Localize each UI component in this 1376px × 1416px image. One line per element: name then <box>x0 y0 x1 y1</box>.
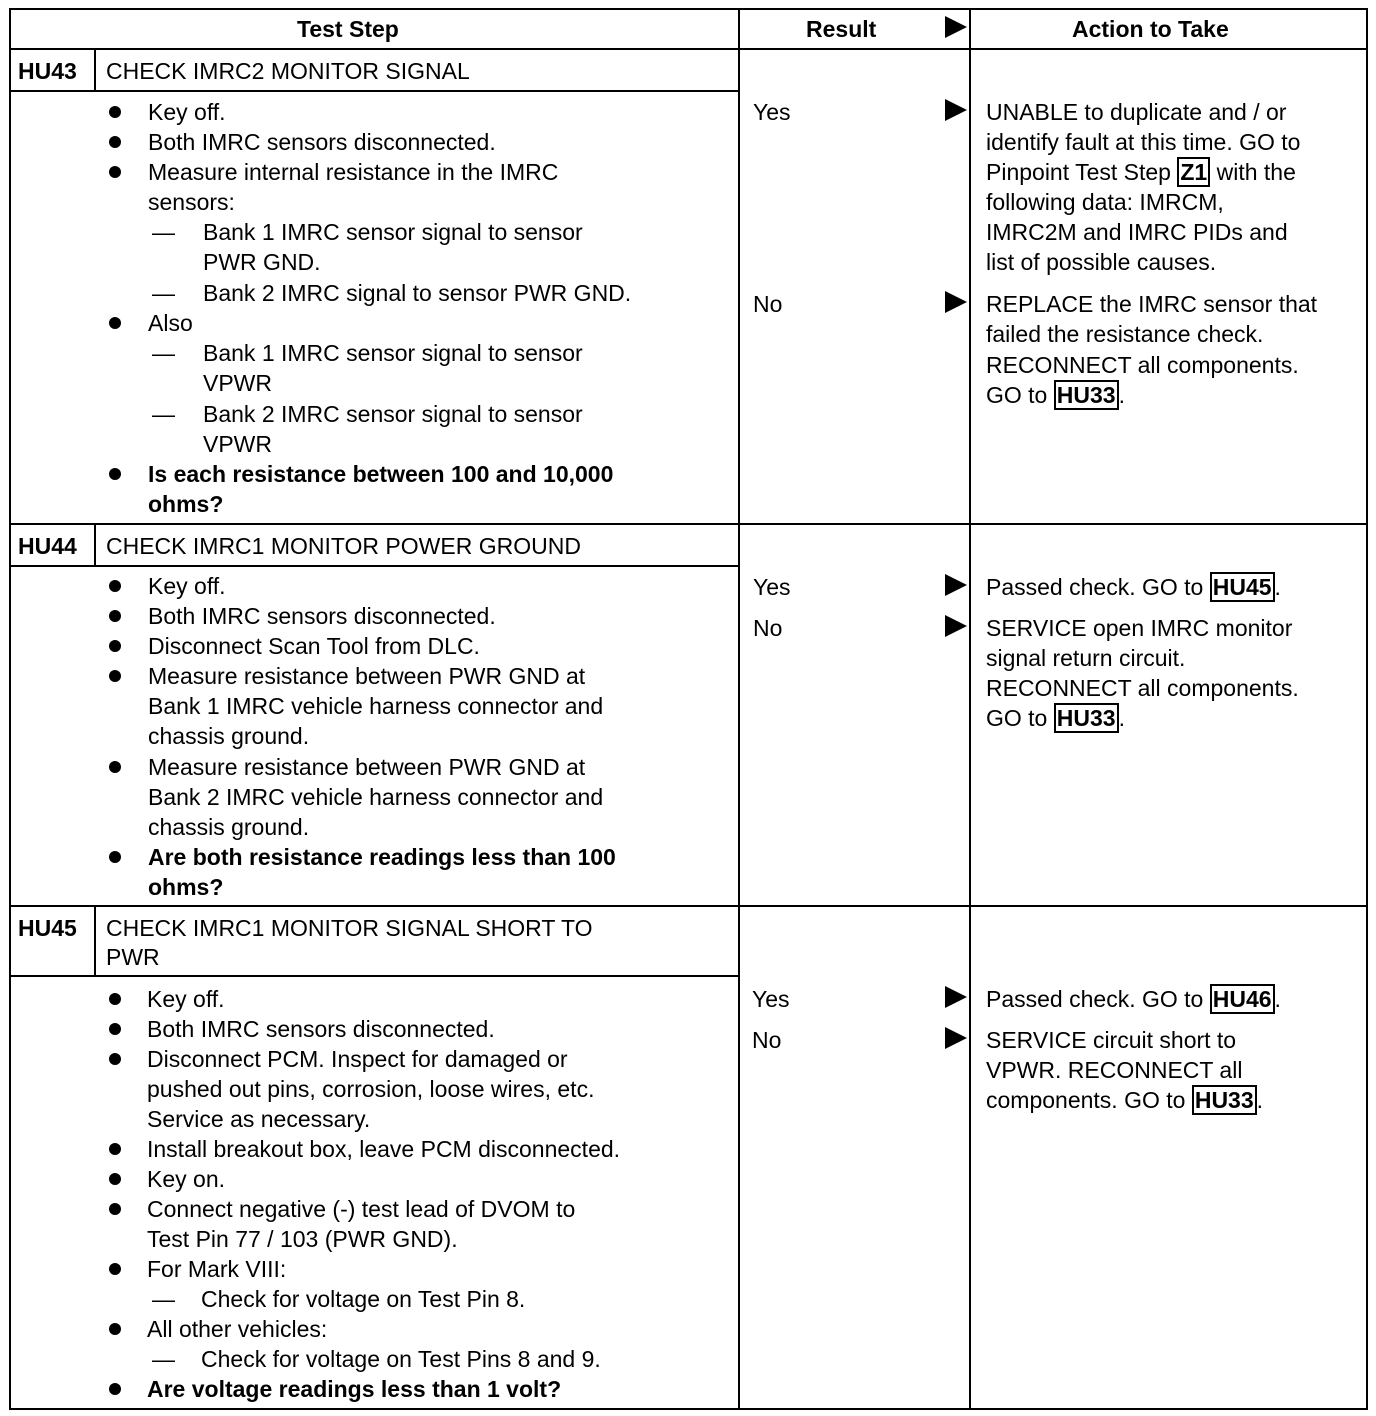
hu43-no-action-1: REPLACE the IMRC sensor that <box>986 291 1318 317</box>
hu45-line-9: Test Pin 77 / 103 (PWR GND). <box>147 1226 458 1252</box>
hu43-yes-text-b: with the <box>1216 159 1296 185</box>
header-test-step: Test Step <box>297 16 399 42</box>
table-top-border <box>10 8 1368 10</box>
hu45-yes-period: . <box>1274 986 1281 1012</box>
bullet-icon <box>109 106 121 118</box>
dash-icon: — <box>152 401 175 427</box>
hu45-line-13: Check for voltage on Test Pins 8 and 9. <box>201 1346 601 1372</box>
table-left-border <box>9 8 11 1410</box>
hu44-line-6: chassis ground. <box>148 723 310 749</box>
hu44-result-yes: Yes <box>753 574 791 600</box>
bullet-icon <box>109 851 121 863</box>
hu43-no-action-3: RECONNECT all components. <box>986 352 1299 378</box>
dash-icon: — <box>152 280 175 306</box>
hu44-result-no: No <box>753 615 783 641</box>
hu44-yes-action <box>986 572 1281 602</box>
bullet-icon <box>109 1203 121 1215</box>
hu44-no-action-4 <box>986 703 1125 733</box>
dash-icon: — <box>152 219 175 245</box>
hu43-no-action-2: failed the resistance check. <box>986 321 1264 347</box>
bullet-icon <box>109 166 121 178</box>
hu45-line-12: All other vehicles: <box>147 1316 328 1342</box>
bullet-icon <box>109 993 121 1005</box>
hu44-yes-text: Passed check. GO to <box>986 574 1204 600</box>
step-ref-z1[interactable]: Z1 <box>1177 157 1210 187</box>
step-id-hu44: HU44 <box>18 533 77 559</box>
bullet-icon <box>109 1023 121 1035</box>
hu44-line-2: Both IMRC sensors disconnected. <box>148 603 496 629</box>
arrow-icon <box>945 291 967 313</box>
hu43-title-bottom <box>10 90 740 92</box>
dash-icon: — <box>152 1286 175 1312</box>
hu43-result-no: No <box>753 291 783 317</box>
hu44-no-action-2: signal return circuit. <box>986 645 1186 671</box>
hu43-id-divider <box>94 48 96 92</box>
hu45-line-3: Disconnect PCM. Inspect for damaged or <box>147 1046 568 1072</box>
hu44-id-divider <box>94 523 96 567</box>
step-ref-hu33[interactable]: HU33 <box>1192 1085 1257 1115</box>
step-ref-hu33[interactable]: HU33 <box>1054 703 1119 733</box>
hu43-yes-text: Pinpoint Test Step <box>986 159 1171 185</box>
hu44-line-1: Key off. <box>148 573 226 599</box>
hu43-yes-action-3 <box>986 157 1296 187</box>
hu43-yes-action-2: identify fault at this time. GO to <box>986 129 1301 155</box>
hu44-line-9: chassis ground. <box>148 814 310 840</box>
row-separator-hu44 <box>10 523 1368 525</box>
result-column-left-border <box>738 8 740 1410</box>
bullet-icon <box>109 1323 121 1335</box>
step-ref-hu45[interactable]: HU45 <box>1210 572 1275 602</box>
step-title-hu45: CHECK IMRC1 MONITOR SIGNAL SHORT TO <box>106 915 593 941</box>
hu44-title-bottom <box>10 565 740 567</box>
bullet-icon <box>109 610 121 622</box>
hu45-title-bottom <box>10 975 740 977</box>
hu43-yes-action-5: IMRC2M and IMRC PIDs and <box>986 219 1288 245</box>
dash-icon: — <box>152 340 175 366</box>
hu44-line-4: Measure resistance between PWR GND at <box>148 663 586 689</box>
hu45-result-yes: Yes <box>752 986 790 1012</box>
bullet-icon <box>109 1383 121 1395</box>
action-column-left-border <box>969 8 971 1410</box>
hu45-line-2: Both IMRC sensors disconnected. <box>147 1016 495 1042</box>
hu43-line-5: Bank 1 IMRC sensor signal to sensor <box>203 219 583 245</box>
hu45-question: Are voltage readings less than 1 volt? <box>147 1376 562 1402</box>
header-arrow-icon <box>945 16 967 38</box>
hu43-no-action-4 <box>986 380 1125 410</box>
hu44-line-5: Bank 1 IMRC vehicle harness connector and <box>148 693 604 719</box>
hu44-yes-period: . <box>1274 574 1281 600</box>
hu45-line-11: Check for voltage on Test Pin 8. <box>201 1286 526 1312</box>
header-action: Action to Take <box>1072 16 1229 42</box>
hu44-no-goto: GO to <box>986 705 1048 731</box>
bullet-icon <box>109 1053 121 1065</box>
hu45-result-no: No <box>752 1027 782 1053</box>
bullet-icon <box>109 468 121 480</box>
hu45-yes-action <box>986 984 1281 1014</box>
hu44-line-8: Bank 2 IMRC vehicle harness connector and <box>148 784 604 810</box>
bullet-icon <box>109 136 121 148</box>
hu43-no-period: . <box>1118 382 1125 408</box>
hu44-line-7: Measure resistance between PWR GND at <box>148 754 586 780</box>
hu43-yes-action-1: UNABLE to duplicate and / or <box>986 99 1287 125</box>
hu45-no-period: . <box>1256 1087 1264 1113</box>
hu44-no-action-3: RECONNECT all components. <box>986 675 1299 701</box>
hu44-question-2: ohms? <box>148 874 224 900</box>
hu45-no-action-3 <box>986 1085 1263 1115</box>
step-title-hu44: CHECK IMRC1 MONITOR POWER GROUND <box>106 533 581 559</box>
hu43-no-goto: GO to <box>986 382 1048 408</box>
header-bottom-border <box>10 48 1368 50</box>
table-bottom-border <box>10 1408 1368 1410</box>
step-id-hu43: HU43 <box>18 58 77 84</box>
bullet-icon <box>109 1263 121 1275</box>
arrow-icon <box>945 574 967 596</box>
hu43-yes-action-4: following data: IMRCM, <box>986 189 1224 215</box>
hu45-no-goto: components. GO to <box>986 1087 1186 1113</box>
hu44-no-period: . <box>1118 705 1125 731</box>
hu43-result-yes: Yes <box>753 99 791 125</box>
hu43-question-2: ohms? <box>148 491 224 517</box>
hu43-yes-action-6: list of possible causes. <box>986 249 1217 275</box>
hu43-line-8: Also <box>148 310 193 336</box>
step-title-hu43: CHECK IMRC2 MONITOR SIGNAL <box>106 58 470 84</box>
hu45-line-7: Key on. <box>147 1166 225 1192</box>
hu43-line-2: Both IMRC sensors disconnected. <box>148 129 496 155</box>
hu45-line-10: For Mark VIII: <box>147 1256 287 1282</box>
step-ref-hu33[interactable]: HU33 <box>1054 380 1119 410</box>
header-result: Result <box>806 16 877 42</box>
bullet-icon <box>109 670 121 682</box>
arrow-icon <box>945 986 967 1008</box>
hu43-line-3: Measure internal resistance in the IMRC <box>148 159 559 185</box>
hu44-question: Are both resistance readings less than 100 <box>148 844 616 870</box>
hu43-line-11: Bank 2 IMRC sensor signal to sensor <box>203 401 583 427</box>
arrow-icon <box>945 615 967 637</box>
step-id-hu45: HU45 <box>18 915 77 941</box>
hu45-id-divider <box>94 905 96 977</box>
bullet-icon <box>109 317 121 329</box>
step-ref-hu46[interactable]: HU46 <box>1210 984 1275 1014</box>
hu45-no-action-2: VPWR. RECONNECT all <box>986 1057 1243 1083</box>
arrow-icon <box>945 1027 967 1049</box>
hu43-line-4: sensors: <box>148 189 235 215</box>
table-right-border <box>1366 8 1368 1410</box>
arrow-icon <box>945 99 967 121</box>
hu43-line-12: VPWR <box>203 431 272 457</box>
hu45-no-action-1: SERVICE circuit short to <box>986 1027 1237 1053</box>
hu44-line-3: Disconnect Scan Tool from DLC. <box>148 633 480 659</box>
hu45-line-5: Service as necessary. <box>147 1106 371 1132</box>
hu43-line-1: Key off. <box>148 99 226 125</box>
hu43-line-6: PWR GND. <box>203 249 321 275</box>
bullet-icon <box>109 580 121 592</box>
hu43-line-10: VPWR <box>203 370 272 396</box>
dash-icon: — <box>152 1346 175 1372</box>
bullet-icon <box>109 1143 121 1155</box>
hu45-line-4: pushed out pins, corrosion, loose wires, etc. <box>147 1076 595 1102</box>
hu45-yes-text: Passed check. GO to <box>986 986 1204 1012</box>
bullet-icon <box>109 761 121 773</box>
bullet-icon <box>109 1173 121 1185</box>
hu45-line-8: Connect negative (-) test lead of DVOM to <box>147 1196 576 1222</box>
hu45-line-6: Install breakout box, leave PCM disconnected. <box>147 1136 621 1162</box>
bullet-icon <box>109 640 121 652</box>
hu43-line-9: Bank 1 IMRC sensor signal to sensor <box>203 340 583 366</box>
hu43-line-7: Bank 2 IMRC signal to sensor PWR GND. <box>203 280 632 306</box>
row-separator-hu45 <box>10 905 1368 907</box>
hu43-question: Is each resistance between 100 and 10,000 <box>148 461 614 487</box>
step-title-hu45-line-2: PWR <box>106 944 160 970</box>
hu44-no-action-1: SERVICE open IMRC monitor <box>986 615 1293 641</box>
hu45-line-1: Key off. <box>147 986 225 1012</box>
